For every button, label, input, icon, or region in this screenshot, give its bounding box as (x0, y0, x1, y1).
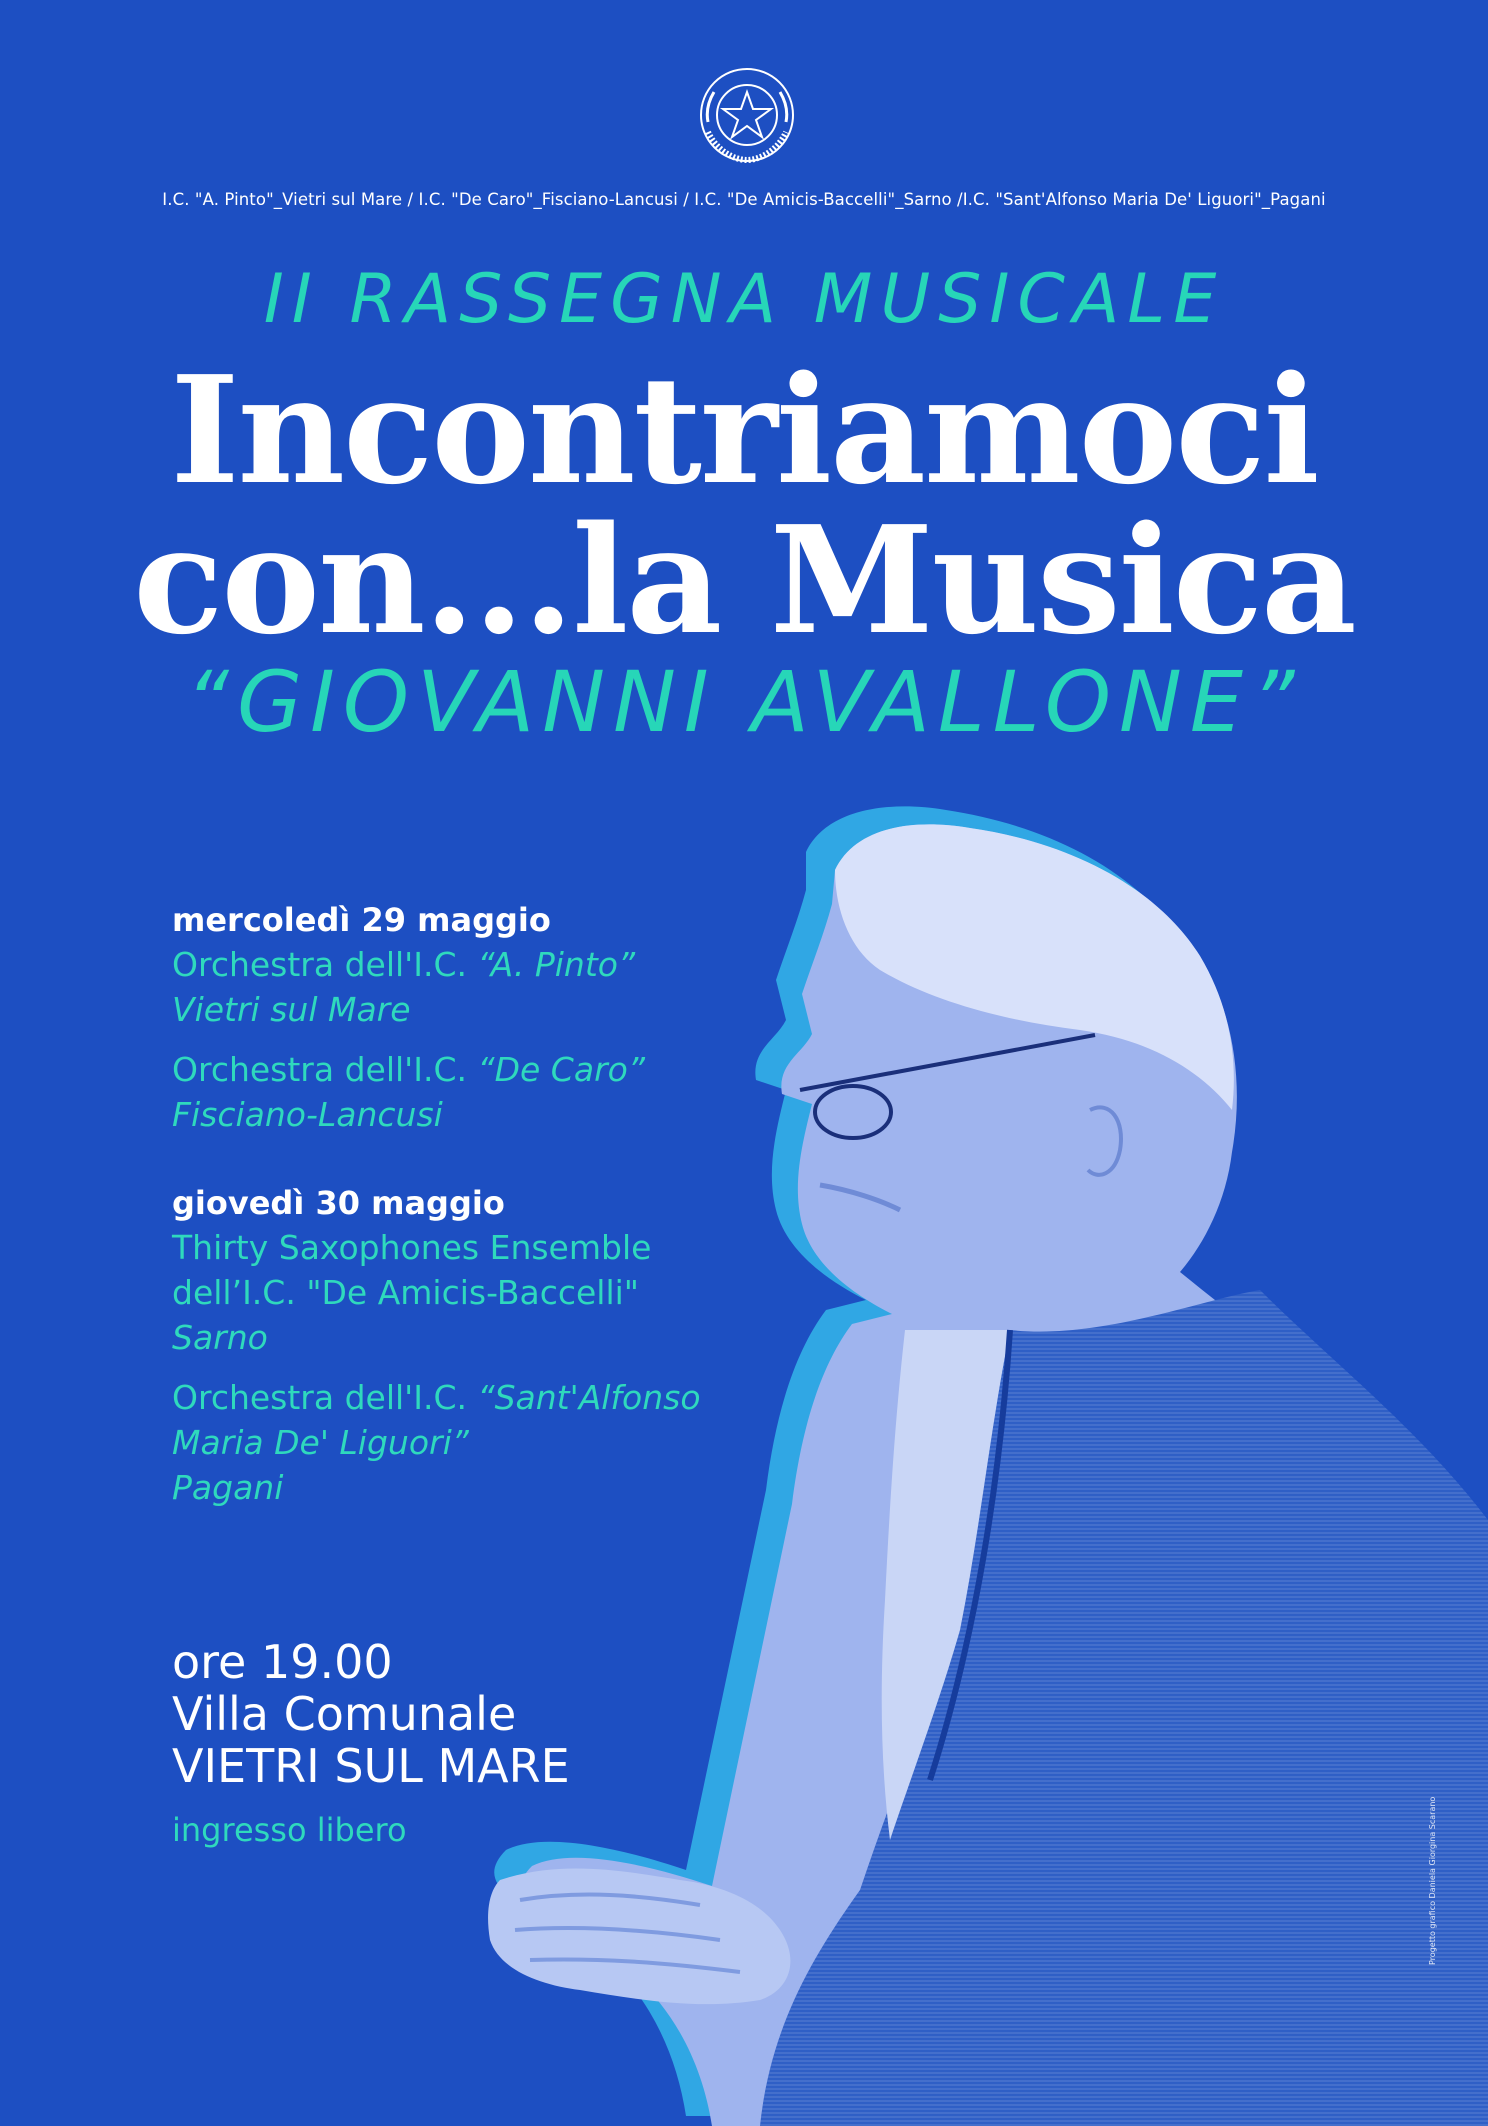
day-1-date: mercoledì 29 maggio (172, 901, 551, 939)
italian-republic-emblem-icon (694, 62, 800, 168)
performer-1-location: Vietri sul Mare (172, 990, 411, 1029)
program-schedule (172, 898, 892, 1510)
entry-note: ingresso libero (172, 1811, 407, 1849)
performer-4-line-1: Orchestra dell'I.C. “Sant'Alfonso (172, 1378, 701, 1417)
performer-2: Orchestra dell'I.C. “De Caro” (172, 1050, 645, 1089)
performer-1: Orchestra dell'I.C. “A. Pinto” (172, 945, 636, 984)
performer-4-line-2: Maria De' Liguori” (172, 1423, 469, 1462)
performer-3-line-2: dell’I.C. "De Amicis-Baccelli" (172, 1273, 639, 1312)
design-credit: Progetto grafico Daniela Giorgina Scarano (1428, 1796, 1437, 1965)
event-info (172, 1636, 892, 1852)
event-time: ore 19.00 (172, 1635, 393, 1689)
event-city: VIETRI SUL MARE (172, 1739, 570, 1793)
day-2-date: giovedì 30 maggio (172, 1184, 505, 1222)
event-venue: Villa Comunale (172, 1687, 517, 1741)
performer-2-location: Fisciano-Lancusi (172, 1095, 443, 1134)
performer-4-location: Pagani (172, 1468, 284, 1507)
dedication-name: “GIOVANNI AVALLONE” (185, 653, 1303, 751)
title-line-1: Incontriamoci (170, 343, 1318, 517)
title-line-2: con...la Musica (133, 493, 1355, 667)
performer-3-line-1: Thirty Saxophones Ensemble (172, 1228, 652, 1267)
participating-schools: I.C. "A. Pinto"_Vietri sul Mare / I.C. "De Caro"_Fisciano-Lancusi / I.C. "De Amicis-Baccelli"_Sarno /I.C. "Sant'Alfonso Maria De' Liguori"_Pagani (162, 190, 1326, 209)
performer-3-location: Sarno (172, 1318, 268, 1357)
edition-label: II RASSEGNA MUSICALE (263, 260, 1225, 339)
